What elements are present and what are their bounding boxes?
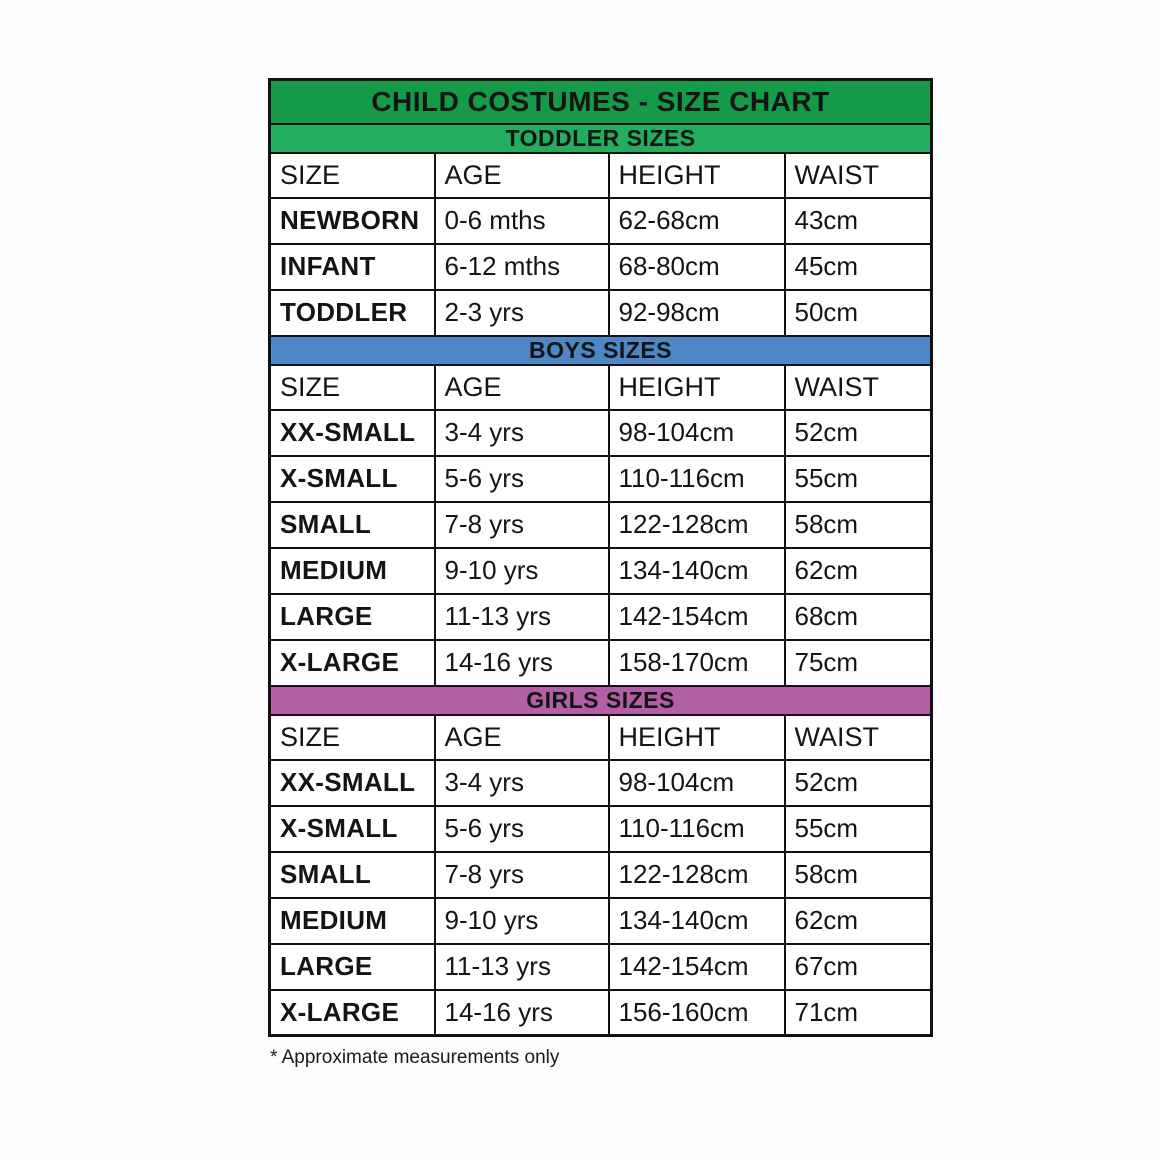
waist-cell: 75cm	[785, 640, 932, 686]
age-cell: 0-6 mths	[435, 198, 609, 244]
height-cell: 98-104cm	[609, 410, 785, 456]
size-cell: MEDIUM	[270, 548, 435, 594]
size-cell: X-SMALL	[270, 806, 435, 852]
size-cell: MEDIUM	[270, 898, 435, 944]
table-row	[270, 806, 932, 852]
waist-cell: 68cm	[785, 594, 932, 640]
age-cell: 11-13 yrs	[435, 944, 609, 990]
height-cell: 134-140cm	[609, 898, 785, 944]
column-header-row	[270, 365, 932, 410]
waist-cell: 55cm	[785, 806, 932, 852]
height-cell: 98-104cm	[609, 760, 785, 806]
column-header-age: AGE	[435, 715, 609, 760]
height-cell: 110-116cm	[609, 456, 785, 502]
age-cell: 3-4 yrs	[435, 760, 609, 806]
waist-cell: 58cm	[785, 502, 932, 548]
section-band-toddler: TODDLER SIZES	[270, 124, 932, 153]
section-band-boys: BOYS SIZES	[270, 336, 932, 365]
waist-cell: 55cm	[785, 456, 932, 502]
column-header-size: SIZE	[270, 365, 435, 410]
size-cell: TODDLER	[270, 290, 435, 336]
column-header-height: HEIGHT	[609, 365, 785, 410]
waist-cell: 62cm	[785, 898, 932, 944]
column-header-waist: WAIST	[785, 153, 932, 198]
size-cell: SMALL	[270, 852, 435, 898]
size-cell: XX-SMALL	[270, 410, 435, 456]
table-row	[270, 594, 932, 640]
age-cell: 14-16 yrs	[435, 640, 609, 686]
size-cell: SMALL	[270, 502, 435, 548]
age-cell: 9-10 yrs	[435, 548, 609, 594]
height-cell: 62-68cm	[609, 198, 785, 244]
height-cell: 142-154cm	[609, 594, 785, 640]
column-header-height: HEIGHT	[609, 153, 785, 198]
column-header-size: SIZE	[270, 153, 435, 198]
size-cell: LARGE	[270, 944, 435, 990]
column-header-row	[270, 715, 932, 760]
size-cell: INFANT	[270, 244, 435, 290]
size-cell: X-LARGE	[270, 990, 435, 1036]
height-cell: 134-140cm	[609, 548, 785, 594]
table-row	[270, 244, 932, 290]
size-cell: X-SMALL	[270, 456, 435, 502]
age-cell: 3-4 yrs	[435, 410, 609, 456]
waist-cell: 45cm	[785, 244, 932, 290]
section-band-girls: GIRLS SIZES	[270, 686, 932, 715]
table-row	[270, 640, 932, 686]
age-cell: 7-8 yrs	[435, 502, 609, 548]
height-cell: 110-116cm	[609, 806, 785, 852]
table-row	[270, 502, 932, 548]
table-row	[270, 760, 932, 806]
size-cell: LARGE	[270, 594, 435, 640]
size-cell: X-LARGE	[270, 640, 435, 686]
table-row	[270, 852, 932, 898]
table-row	[270, 548, 932, 594]
age-cell: 5-6 yrs	[435, 456, 609, 502]
height-cell: 142-154cm	[609, 944, 785, 990]
height-cell: 122-128cm	[609, 852, 785, 898]
column-header-height: HEIGHT	[609, 715, 785, 760]
waist-cell: 71cm	[785, 990, 932, 1036]
table-row	[270, 198, 932, 244]
waist-cell: 52cm	[785, 410, 932, 456]
age-cell: 9-10 yrs	[435, 898, 609, 944]
column-header-age: AGE	[435, 153, 609, 198]
waist-cell: 62cm	[785, 548, 932, 594]
height-cell: 156-160cm	[609, 990, 785, 1036]
waist-cell: 50cm	[785, 290, 932, 336]
table-row	[270, 410, 932, 456]
age-cell: 2-3 yrs	[435, 290, 609, 336]
column-header-waist: WAIST	[785, 715, 932, 760]
size-chart-table	[268, 78, 933, 1037]
table-row	[270, 898, 932, 944]
height-cell: 92-98cm	[609, 290, 785, 336]
height-cell: 122-128cm	[609, 502, 785, 548]
age-cell: 14-16 yrs	[435, 990, 609, 1036]
footnote: * Approximate measurements only	[270, 1047, 560, 1068]
age-cell: 11-13 yrs	[435, 594, 609, 640]
table-row	[270, 990, 932, 1036]
waist-cell: 52cm	[785, 760, 932, 806]
table-row	[270, 456, 932, 502]
table-row	[270, 944, 932, 990]
waist-cell: 67cm	[785, 944, 932, 990]
table-row	[270, 290, 932, 336]
size-cell: XX-SMALL	[270, 760, 435, 806]
column-header-age: AGE	[435, 365, 609, 410]
size-cell: NEWBORN	[270, 198, 435, 244]
age-cell: 7-8 yrs	[435, 852, 609, 898]
column-header-size: SIZE	[270, 715, 435, 760]
size-chart	[268, 78, 930, 1069]
column-header-waist: WAIST	[785, 365, 932, 410]
waist-cell: 58cm	[785, 852, 932, 898]
height-cell: 158-170cm	[609, 640, 785, 686]
age-cell: 5-6 yrs	[435, 806, 609, 852]
height-cell: 68-80cm	[609, 244, 785, 290]
waist-cell: 43cm	[785, 198, 932, 244]
chart-title: CHILD COSTUMES - SIZE CHART	[270, 80, 932, 124]
age-cell: 6-12 mths	[435, 244, 609, 290]
column-header-row	[270, 153, 932, 198]
